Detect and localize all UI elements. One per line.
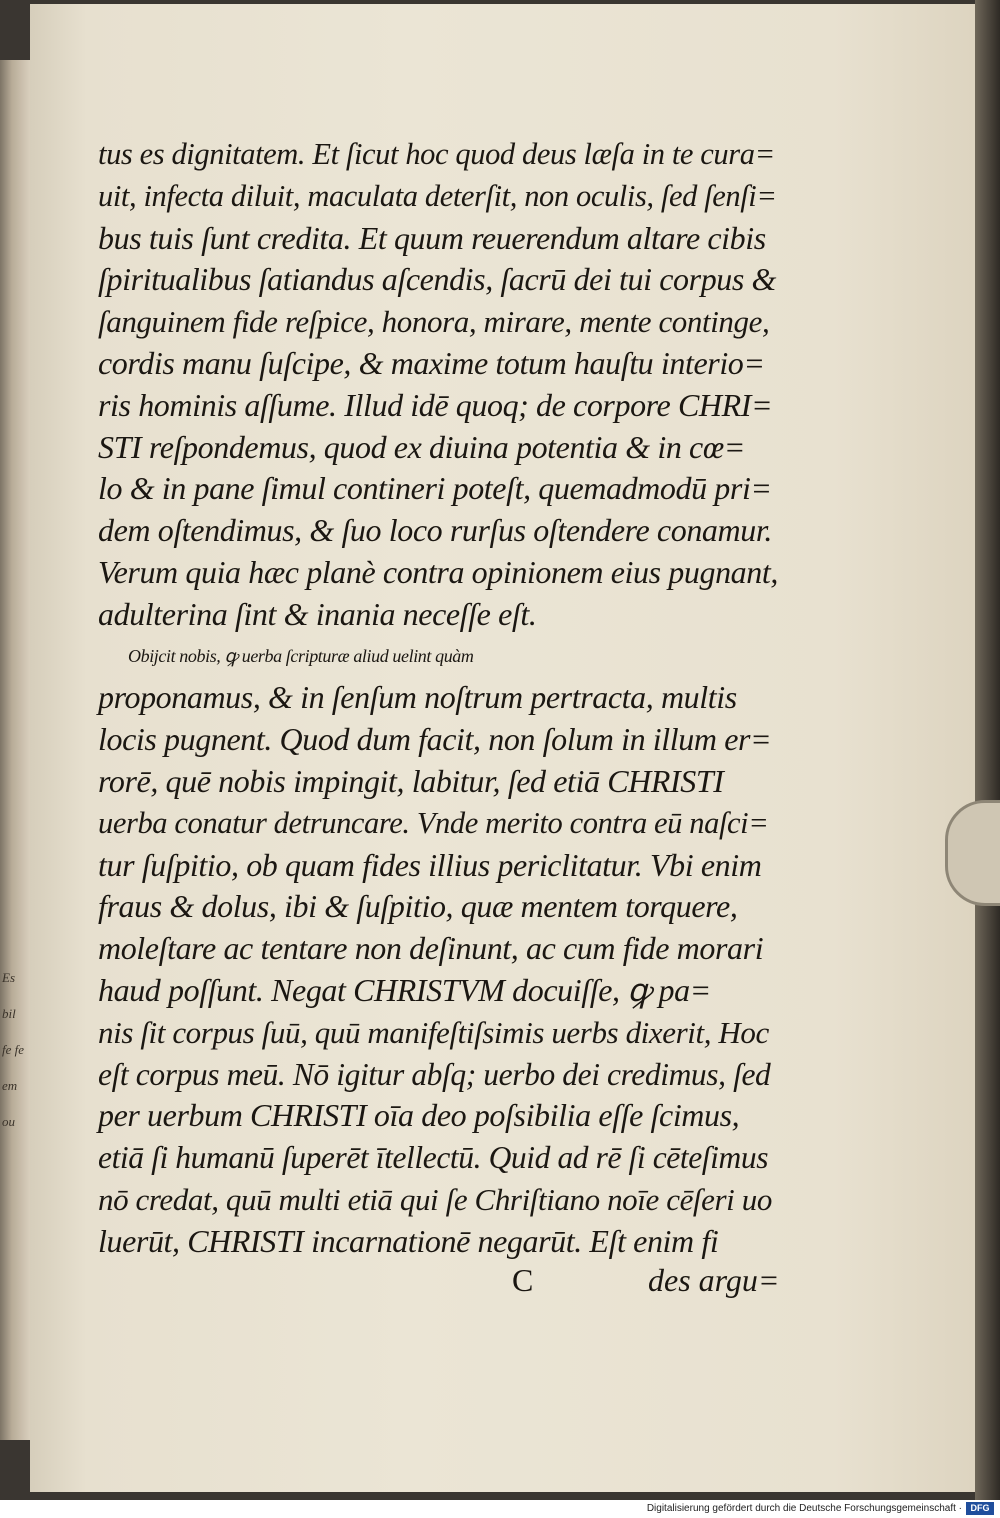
text-line: ſpiritualibus ſatiandus aſcendis, ſacrū dei tui corpus &: [98, 261, 777, 298]
signature-mark: C: [512, 1262, 534, 1298]
catchword: des argu=: [648, 1262, 780, 1298]
text-line: dem oſtendimus, & ſuo loco rurſus oſtendere conamur.: [98, 512, 772, 549]
text-line: nis ſit corpus ſuū, quū manifeſtiſsimis uerbs dixerit, Hoc: [98, 1014, 769, 1050]
text-line: uerba conatur detruncare. Vnde merito contra eū naſci=: [98, 805, 769, 840]
text-line: luerūt, CHRISTI incarnationē negarūt. Eſt enim fi: [98, 1222, 719, 1259]
text-line: proponamus, & in ſenſum noſtrum pertracta, multis: [98, 679, 737, 716]
text-line: moleſtare ac tentare non deſinunt, ac cum fide morari: [98, 930, 764, 967]
footer-credit: Digitalisierung gefördert durch die Deutsche Forschungsgemeinschaft ·: [646, 1503, 962, 1514]
text-line: tur ſuſpitio, ob quam fides illius periclitatur. Vbi enim: [98, 846, 762, 883]
text-line: locis pugnent. Quod dum facit, non ſolum in illum er=: [98, 721, 772, 758]
binding-shadow: [975, 0, 1000, 1500]
body-text: [98, 134, 778, 1263]
text-line: uit, infecta diluit, maculata deterſit, non oculis, ſed ſenſi=: [98, 178, 777, 213]
text-line: lo & in pane ſimul contineri poteſt, quemadmodū pri=: [98, 470, 772, 507]
text-line: ſanguinem fide reſpice, honora, mirare, mente continge,: [98, 304, 770, 340]
text-line: cordis manu ſuſcipe, & maxime totum hauſtu interio=: [98, 344, 765, 381]
page-clip: [945, 800, 1000, 906]
text-line: Verum quia hæc planè contra opinionem eius pugnant,: [98, 553, 778, 590]
text-line: STI reſpondemus, quod ex diuina potentia & in cœ=: [98, 428, 745, 465]
text-line: rorē, quē nobis impingit, labitur, ſed etiā CHRISTI: [98, 762, 724, 799]
text-line: etiā ſi humanū ſuperēt ītellectū. Quid ad rē ſi cēteſimus: [98, 1140, 769, 1176]
dfg-logo: DFG: [966, 1502, 994, 1515]
text-line: adulterina ſint & inania neceſſe eſt.: [98, 595, 537, 632]
text-line: bus tuis ſunt credita. Et quum reuerendum altare cibis: [98, 219, 766, 256]
text-line: Obijcit nobis, ꝙ uerba ſcripturæ aliud uelint quàm: [128, 645, 474, 666]
text-line: tus es dignitatem. Et ſicut hoc quod deus læſa in te cura=: [98, 137, 775, 171]
text-line: ris hominis aſſume. Illud idē quoq; de corpore CHRI=: [98, 386, 773, 423]
neighbor-page-text: Es bil fe fe em ou: [2, 970, 25, 1129]
text-line: eſt corpus meū. Nō igitur abſq; uerbo dei credimus, ſed: [98, 1056, 771, 1092]
text-line: fraus & dolus, ibi & ſuſpitio, quæ mentem torquere,: [98, 888, 738, 925]
neighbor-page-edge: [0, 60, 30, 1440]
text-line: nō credat, quū multi etiā qui ſe Chriſtiano noīe cēſeri uo: [98, 1181, 772, 1217]
text-line: per uerbum CHRISTI oīa deo poſsibilia eſſe ſcimus,: [98, 1097, 740, 1134]
text-line: haud poſſunt. Negat CHRISTVM docuiſſe, ꝙ pa=: [98, 971, 711, 1008]
